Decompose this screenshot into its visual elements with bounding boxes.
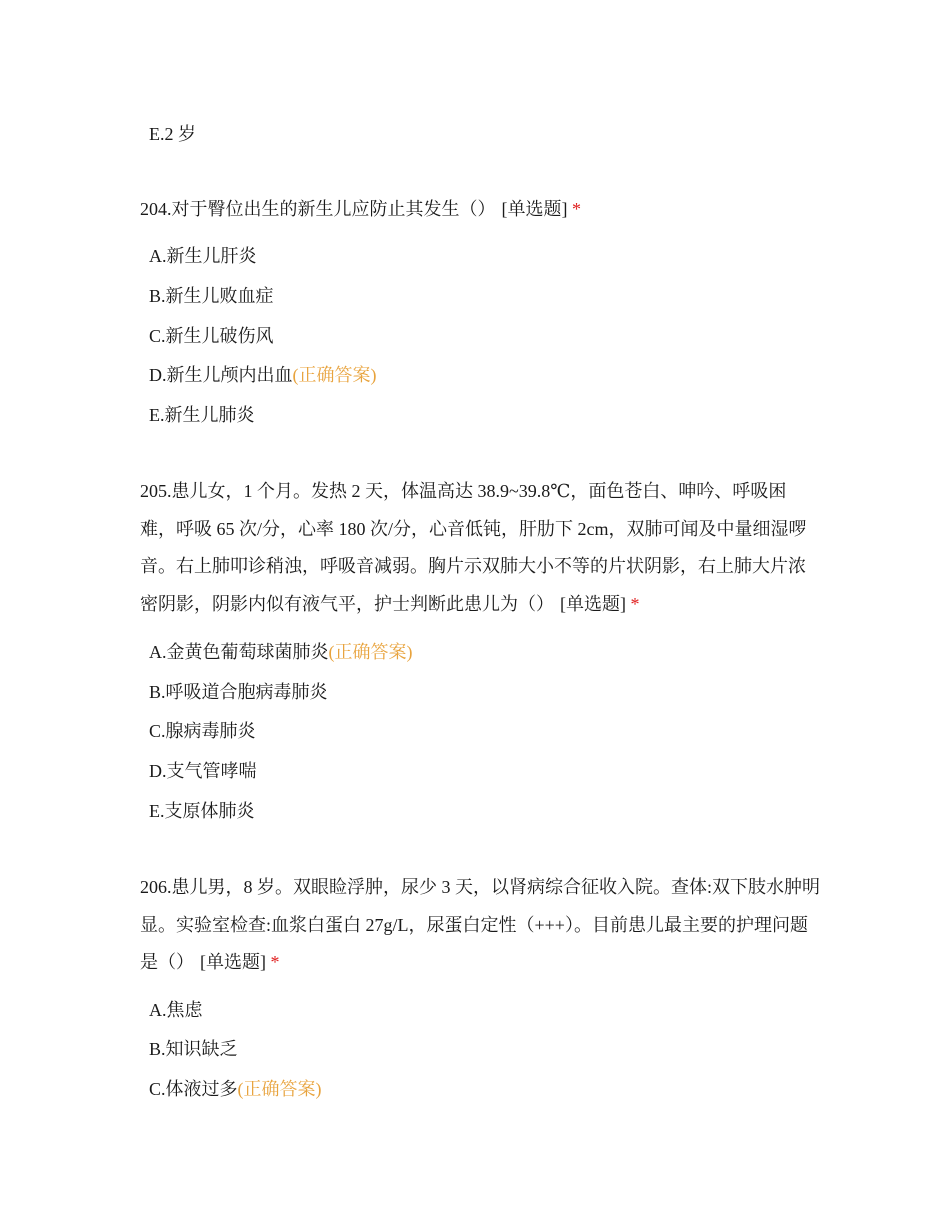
question-text: 205.患儿女，1 个月。发热 2 天，体温高达 38.9~39.8℃，面色苍白、呻吟、呼吸困难，呼吸 65 次/分，心率 180 次/分，心音低钝，肝肋下 2cm，双肺可闻及中量细湿啰音。右上肺叩诊稍浊，呼吸音减弱。胸片示双肺大小不等的片状阴影，右上肺大片浓密阴影，阴影内似有液气平，护士判断此患儿为（） [140, 481, 807, 614]
question-type: [单选题] [200, 952, 266, 972]
option-b [149, 284, 274, 308]
option-label: B.新生儿败血症 [149, 286, 274, 306]
correct-answer-tag: (正确答案) [237, 1079, 322, 1099]
question-text: 206.患儿男，8 岁。双眼睑浮肿，尿少 3 天，以肾病综合征收入院。查体:双下肢水肿明显。实验室检查:血浆白蛋白 27g/L，尿蛋白定性（+++）。目前患儿最主要的护理问题是（） [140, 877, 820, 972]
question-type: [单选题] [501, 199, 568, 219]
question-205 [140, 473, 820, 623]
option-label: E.新生儿肺炎 [149, 405, 255, 425]
required-mark: * [630, 593, 640, 614]
option-label: D.新生儿颅内出血 [149, 365, 293, 385]
option-label: C.腺病毒肺炎 [149, 721, 256, 741]
option-label: B.知识缺乏 [149, 1039, 238, 1059]
option-label: C.新生儿破伤风 [149, 326, 274, 346]
option-c [149, 1077, 322, 1101]
question-204 [140, 191, 820, 229]
option-label: D.支气管哮喘 [149, 761, 257, 781]
option-label: C.体液过多 [149, 1079, 238, 1099]
option-label: A.新生儿肝炎 [149, 246, 257, 266]
option-label: B.呼吸道合胞病毒肺炎 [149, 682, 328, 702]
option-label: A.金黄色葡萄球菌肺炎 [149, 642, 329, 662]
question-text: 204.对于臀位出生的新生儿应防止其发生（） [140, 199, 496, 219]
required-mark: * [572, 199, 581, 219]
option-a [149, 998, 203, 1022]
option-e [149, 122, 196, 146]
required-mark: * [270, 952, 280, 972]
question-206 [140, 869, 820, 982]
option-label: E.支原体肺炎 [149, 801, 255, 821]
correct-answer-tag: (正确答案) [292, 365, 377, 385]
option-e [149, 799, 255, 823]
option-a [149, 640, 413, 664]
option-b [149, 680, 328, 704]
option-b [149, 1037, 238, 1061]
option-label: E.2 岁 [149, 124, 196, 144]
option-c [149, 324, 274, 348]
option-label: A.焦虑 [149, 1000, 203, 1020]
option-d [149, 363, 377, 387]
question-type: [单选题] [560, 593, 626, 614]
option-a [149, 244, 257, 268]
option-c [149, 719, 256, 743]
option-d [149, 759, 257, 783]
option-e [149, 403, 255, 427]
correct-answer-tag: (正确答案) [328, 642, 413, 662]
